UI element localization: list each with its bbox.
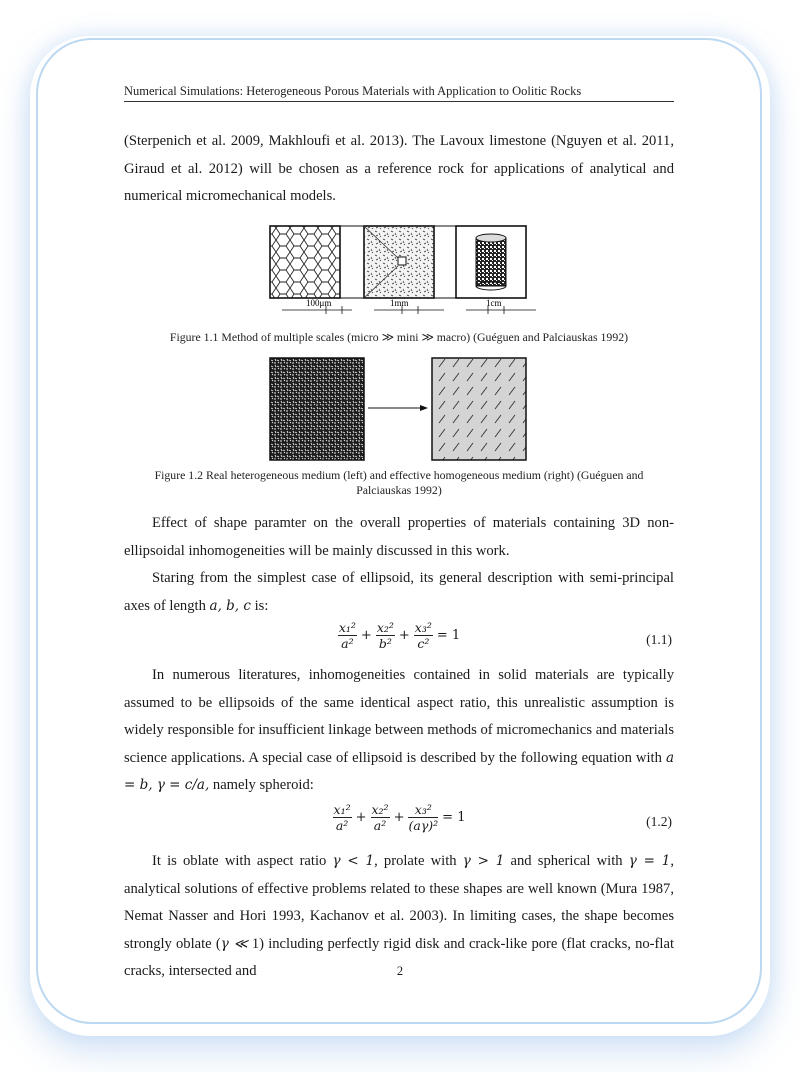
p3-text: Staring from the simplest case of ellipsoid, its general description with semi-principal axes of length [124,570,674,614]
running-header: Numerical Simulations: Heterogeneous Porous Materials with Application to Oolitic Rocks [124,84,674,102]
page-number: 2 [396,964,404,978]
heterogeneous-medium [270,358,364,460]
figure-1-2-caption-line1: Figure 1.2 Real heterogeneous medium (left) and effective homogeneous medium (right) (Guéguen and [154,468,644,482]
paragraph-5: It is oblate with aspect ratio γ < 1, prolate with γ > 1 and spherical with γ = 1, analytical solutions of effective problems related to these shapes are well known (Mura 1987, Nemat Nasser and Hori 1993, Kachanov et al. 2003). In limiting cases, the shape becomes strongly oblate (γ ≪ 1) including perfectly rigid disk and crack-like pore (flat cracks, no-flat cracks, intersected and [124,853,675,979]
mini-scale-panel [364,226,434,298]
scale-label-mini: 1mm [390,298,409,308]
figure-1-2-caption-line2: Palciauskas 1992) [356,482,442,497]
paragraph-3 [124,565,674,620]
p3-vars: a, b, c [209,597,251,614]
scale-label-micro: 100μm [306,298,332,308]
macro-scale-panel [456,226,526,298]
equation-1-2: $\frac{\text{x₁²}}{\text{a²}}$ + $\frac{\text{x₂²}}{\text{a²}}$ + $\frac{\text{x₃²}}{\text{(aγ)²}}$ = 1 (1.2) [333,802,672,833]
figure-1-2 [268,356,530,466]
figure-1-1-caption: Figure 1.1 Method of multiple scales (micro ≫ mini ≫ macro) (Guéguen and Palciauskas 1992) [169,330,629,344]
figure-1-1 [262,222,542,322]
paragraph-2: Effect of shape paramter on the overall properties of materials containing 3D non-ellipsoidal inhomogeneities will be mainly discussed in this work. [124,515,674,559]
paragraph-1: (Sterpenich et al. 2009, Makhloufi et al. 2013). The Lavoux limestone (Nguyen et al. 2011, Giraud et al. 2012) will be chosen as a reference rock for applications of analytical and numerical micromechanical models. [124,133,674,204]
equation-number: (1.1) [646,632,672,647]
p4-math: a = b, γ = c/a, [124,749,674,793]
homogeneous-medium [432,358,526,460]
scale-label-macro: 1cm [486,298,502,308]
p3-end: is: [250,597,269,614]
equation-1-1: $\frac{\text{x₁²}}{\text{a²}}$ + $\frac{\text{x₂²}}{\text{b²}}$ + $\frac{\text{x₃²}}{\text{c²}}$ = 1 (1.1) [338,620,672,651]
equation-number: (1.2) [646,814,672,829]
micro-scale-panel [270,226,340,298]
figure-1-2-caption [124,468,674,497]
paragraph-4: In numerous literatures, inhomogeneities contained in solid materials are typically assumed to be ellipsoids of the same identical aspect ratio, this unrealistic assumption is widely responsible for insufficient linkage between methods of micromechanics and materials science applications. A special case of ellipsoid is described by the following equation with a = b, γ = c/a, namely spheroid: [124,667,674,793]
